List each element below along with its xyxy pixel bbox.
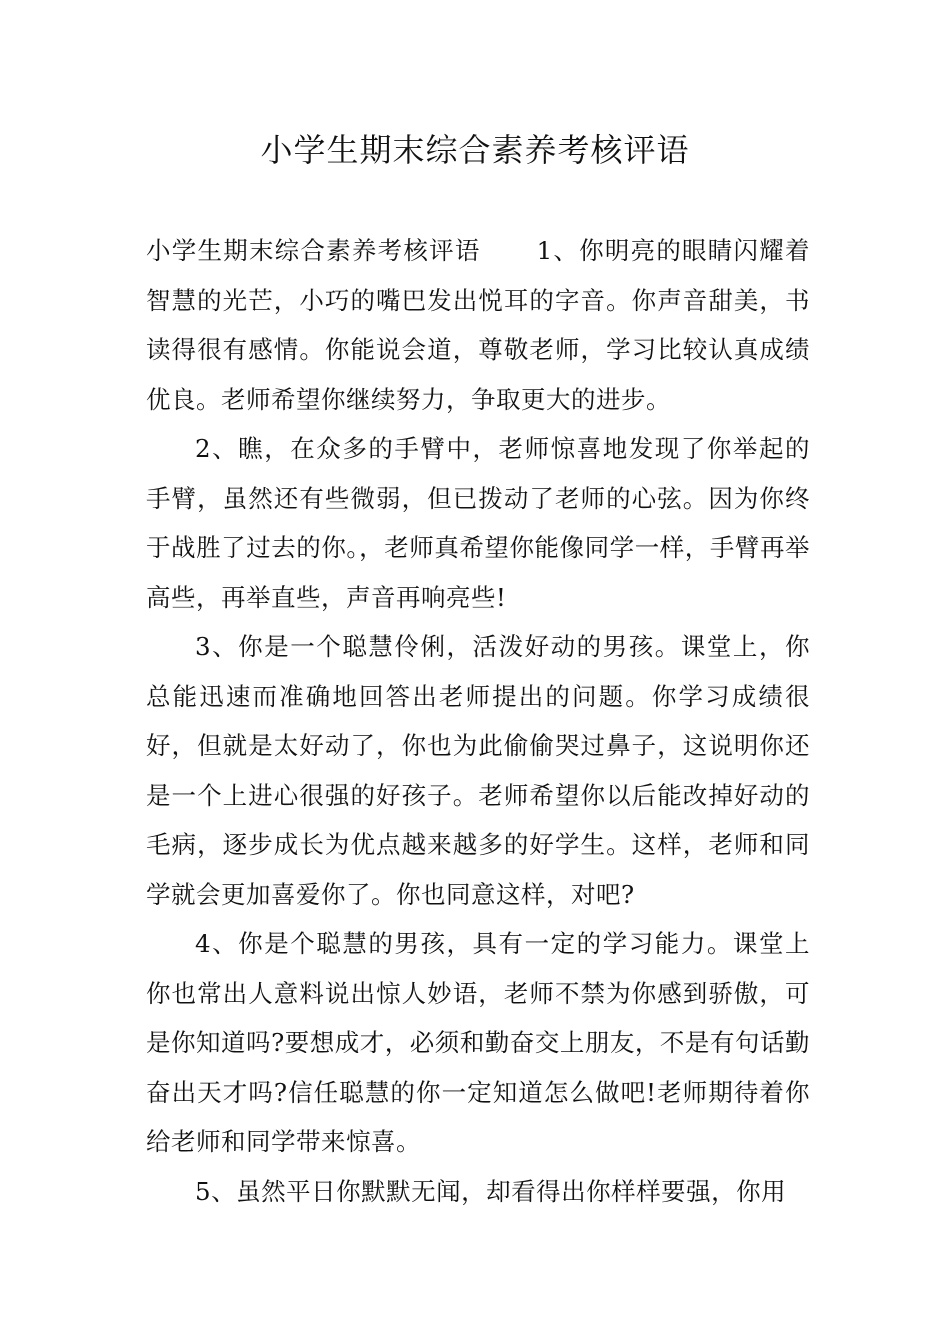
- comment-paragraph-1: [146, 226, 810, 424]
- comment-paragraph-3: 3、你是一个聪慧伶俐，活泼好动的男孩。课堂上，你总能迅速而准确地回答出老师提出的问题。你学习成绩很好，但就是太好动了，你也为此偷偷哭过鼻子，这说明你还是一个上进心很强的好孩子。老师希望你以后能改掉好动的毛病，逐步成长为优点越来越多的好学生。这样，老师和同学就会更加喜爱你了。你也同意这样，对吧?: [146, 632, 810, 909]
- document-body: [146, 226, 810, 1216]
- comment-paragraph-5: 5、虽然平日你默默无闻，却看得出你样样要强，你用: [195, 1176, 787, 1206]
- comment-paragraph-2: 2、瞧，在众多的手臂中，老师惊喜地发现了你举起的手臂，虽然还有些微弱，但已拨动了老师的心弦。因为你终于战胜了过去的你。，老师真希望你能像同学一样，手臂再举高些，再举直些，声音再响亮些!: [146, 434, 810, 612]
- intro-heading: 小学生期末综合素养考核评语: [146, 236, 481, 265]
- comment-text-1: 1、你明亮的眼睛闪耀着智慧的光芒，小巧的嘴巴发出悦耳的字音。你声音甜美，书读得很有感情。你能说会道，尊敬老师，学习比较认真成绩优良。老师希望你继续努力，争取更大的进步。: [146, 236, 810, 414]
- document-title: 小学生期末综合素养考核评语: [260, 131, 690, 169]
- comment-paragraph-4: 4、你是个聪慧的男孩，具有一定的学习能力。课堂上你也常出人意料说出惊人妙语，老师不禁为你感到骄傲，可是你知道吗?要想成才，必须和勤奋交上朋友，不是有句话勤奋出天才吗?信任聪慧的你一定知道怎么做吧!老师期待着你给老师和同学带来惊喜。: [146, 929, 810, 1156]
